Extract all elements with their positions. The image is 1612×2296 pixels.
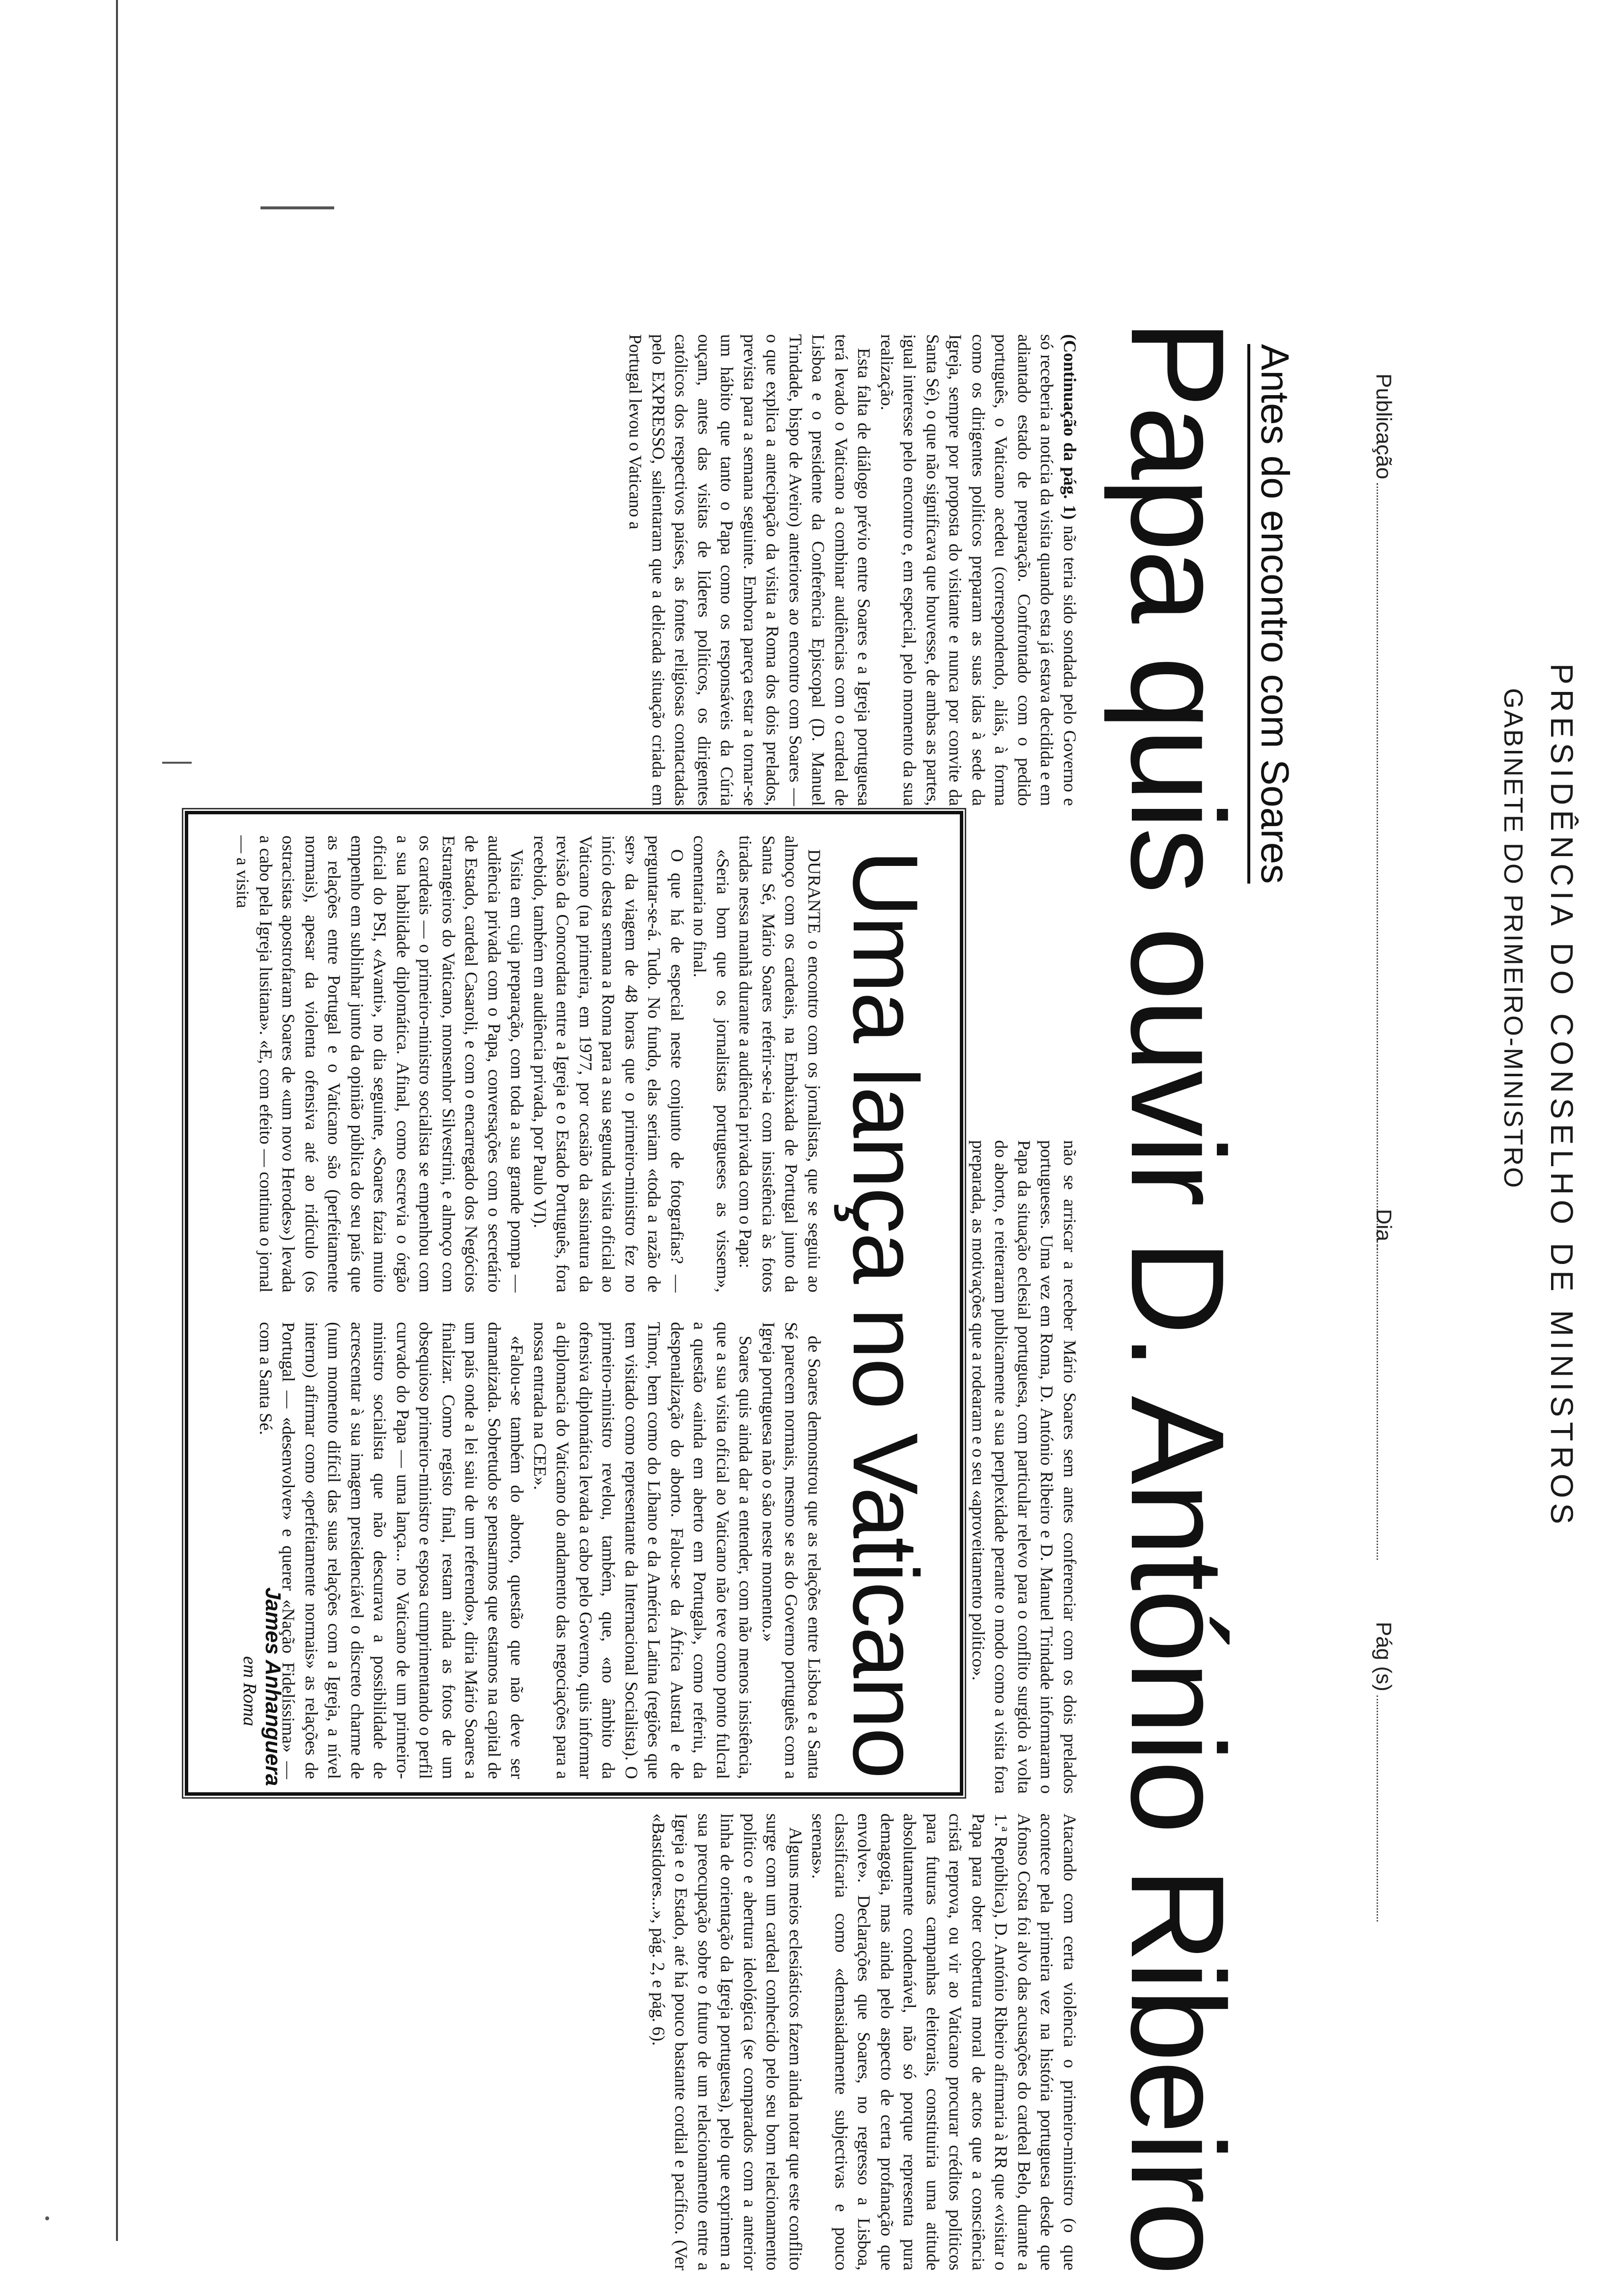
top-right-column: [967, 1140, 1082, 1794]
scan-mark: [162, 762, 192, 764]
day-field: [1371, 1209, 1396, 1560]
scan-mark: [260, 206, 334, 209]
left-column-paragraph: Esta falta de diálogo prévio entre Soares e a Igreja portuguesa terá levado o Vaticano a combinar audiências com o cardeal de Lisboa e o presidente da Conferência Episcopal (D. Manuel Trindade, bispo de Aveiro) anteriores ao encontro com Soares — o que explica a antecipação da visita a Roma dos dois prelados, prevista para a semana seguinte. Embora pareça estar a tornar-se um hábito que tanto o Papa como os responsáveis da Cúria ouçam, antes das visitas de líderes políticos, os dirigentes católicos dos respectivos países, as fontes religiosas contactadas pelo EXPRESSO, salientaram que a delicada situação criada em Portugal levou o Vaticano a: [626, 334, 874, 806]
sidebar-paragraph: Soares quis ainda dar a entender, com não menos insistência, que a sua visita oficial ao Vaticano não teve como ponto fulcral a questão «ainda em aberto em Portugal», como referiu, da despenalização do aborto. Falou-se da África Austral e de Timor, bem como do Líbano e da América Latina (regiões que tem visitado como representante da Internacional Socialista). O primeiro-ministro revelou, também, que, «no âmbito da ofensiva diplomática levada a cabo pelo Governo, quis informar a diplomacia do Vaticano do andamento das negociações para a nossa entrada na CEE».: [530, 1322, 756, 1779]
sidebar-paragraph: de Soares demonstrou que as relações entre Lisboa e a Santa Sé parecem normais, mesmo se as do Governo português com a Igreja portuguesa não o são neste momento.»: [759, 1322, 824, 1779]
page-field: [1371, 1622, 1396, 1922]
sidebar-column-a: [231, 835, 826, 1292]
publication-field: [1371, 373, 1396, 1250]
sidebar-column-b: [255, 1322, 826, 1779]
day-label: Dia: [1372, 1209, 1396, 1242]
right-column: [647, 1813, 1082, 2270]
continuation-note: (Continuação da pág. 1): [1060, 334, 1080, 520]
sidebar-headline: Uma lança no Vaticano: [834, 850, 937, 1778]
sidebar-author-location: em Roma: [239, 1656, 260, 1726]
top-column-paragraph: não se arriscar a receber Mário Soares sem antes conferenciar com os dois prelados portugueses. Uma vez em Roma, D. António Ribeiro e D. Manuel Trindade informaram o Papa da situação eclesial portuguesa, com particular relevo para o conflito surgido à volta do aborto, e reiteraram publicamente a sua perplexidade perante o modo como a visita fora preparada, as motivações que a rodearam e o seu «aproveitamento político».: [969, 1140, 1080, 1794]
publication-label: Publicação: [1372, 373, 1396, 480]
sidebar-paragraph: «Falou-se também do aborto, questão que não deve ser dramatizada. Sobretudo se pensarmos que estamos na capital de um país onde a lei saiu de um referendo», diria Mário Soares a finalizar. Como registo final, restam ainda as fotos de um obsequioso primeiro-ministro e esposa cumprimentando o perfil curvado do Papa — uma lança... no Vaticano de um primeiro-ministro socialista que não descurava a possibilidade de acrescentar à sua imagem presidenciável o discreto charme de (num momento difícil das suas relações com a Igreja, a nível interno) afirmar como «perfeitamente normais» as relações de Portugal — «desenvolver» e querer «Nação Fidelíssima» — com a Santa Sé.: [256, 1322, 527, 1779]
sidebar-paragraph: Visita em cuja preparação, com toda a sua grande pompa — audiência privada com o Papa, conversações com o secretário de Estado, cardeal Casaroli, e com o encarregado dos Negócios Estrangeiros do Vaticano, monsenhor Silvestrini, e almoço com os cardeais — o primeiro-ministro socialista se empenhou com a sua habilidade diplomática. Afinal, como escrevia o órgão oficial do PSI, «Avanti», no dia seguinte, «Soares fazia muito empenho em sublinhar junto da opinião pública do seu país que as relações entre Portugal e o Vaticano são (perfeitamente normais), apesar da violenta ofensiva até ao ridículo (os ostracistas apostrofaram Soares de «um novo Herodes») levada a cabo pela Igreja lusitana». «E, com efeito — continua o jornal — a visita: [233, 835, 527, 1292]
left-column: [624, 334, 1081, 806]
left-column-paragraph: (Continuação da pág. 1) não teria sido sondada pelo Governo e só receberia a notícia da visita quando esta já estava decidida e em adiantado estado de preparação. Confrontado com o pedido português, o Vaticano acedeu (correspondendo, aliás, à forma como os dirigentes políticos preparam as suas idas à sede da Igreja, sempre por proposta do visitante e nunca por convite da Santa Sé), o que não significava que houvesse, de ambas as partes, igual interesse pelo encontro e, em especial, pelo momento da sua realização.: [877, 334, 1080, 806]
article-kicker: Antes do encontro com Soares: [1247, 344, 1297, 884]
bottom-rule: [116, 0, 118, 2241]
sidebar-paragraph: DURANTE o encontro com os jornalistas, que se seguiu ao almoço com os cardeais, na Embaixada de Portugal junto da Santa Sé, Mário Soares referir-se-ia com insistência às fotos tiradas nessa manhã durante a audiência privada com o Papa:: [736, 835, 824, 1292]
page-label: Pág (s): [1372, 1622, 1396, 1692]
sidebar-paragraph: «Seria bom que os jornalistas portugueses as vissem», comentaria no final.: [690, 835, 733, 1292]
sidebar-author: James Anhanguera: [261, 1587, 285, 1786]
article-headline: Papa quis ouvir D. António Ribeiro: [1103, 319, 1251, 2274]
right-column-paragraph: Alguns meios eclesiásticos fazem ainda notar que este conflito surge com um cardeal conhecido pelo seu bom relacionamento político e abertura ideológica (se comparados com a anterior linha de orientação da Igreja portuguesa), pelo que exprimem a sua preocupação sobre o futuro de um relacionamento entre a Igreja e o Estado, até há pouco bastante cordial e pacífico. (Ver «Bastidores...», pág. 2, e pág. 6).: [649, 1813, 806, 2270]
letterhead-organization: PRESIDÊNCIA DO CONSELHO DE MINISTROS: [1544, 663, 1580, 1529]
letterhead-office: GABINETE DO PRIMEIRO-MINISTRO: [1498, 688, 1528, 1190]
sidebar-paragraph: O que há de especial neste conjunto de fotografias? — perguntar-se-á. Tudo. No fundo, elas seriam «toda a razão de ser» da viagem de 48 horas que o primeiro-ministro fez no início desta semana a Roma para a sua segunda visita oficial ao Vaticano (na primeira, em 1977, por ocasião da assinatura da revisão da Concordata entre a Igreja e o Estado Português, fora recebido, também em audiência privada, por Paulo VI).: [530, 835, 687, 1292]
scan-mark: [45, 2216, 49, 2220]
right-column-paragraph: Atacando com certa violência o primeiro-ministro (o que acontece pela primeira vez na história portuguesa desde que Afonso Costa foi alvo das acusações do cardeal Belo, durante a 1.ª República), D. António Ribeiro afirmaria à RR que «visitar o Papa para obter cobertura moral de actos que a consciência cristã reprova, ou vir ao Vaticano procurar créditos políticos para futuras campanhas eleitorais, constituiria uma atitude absolutamente condenável, não só porque representa pura demagogia, mas ainda pelo aspecto de certa profanação que envolve». Declarações que Soares, no regresso a Lisboa, classificaria como «demasiadamente subjectivas e pouco serenas».: [808, 1813, 1080, 2270]
